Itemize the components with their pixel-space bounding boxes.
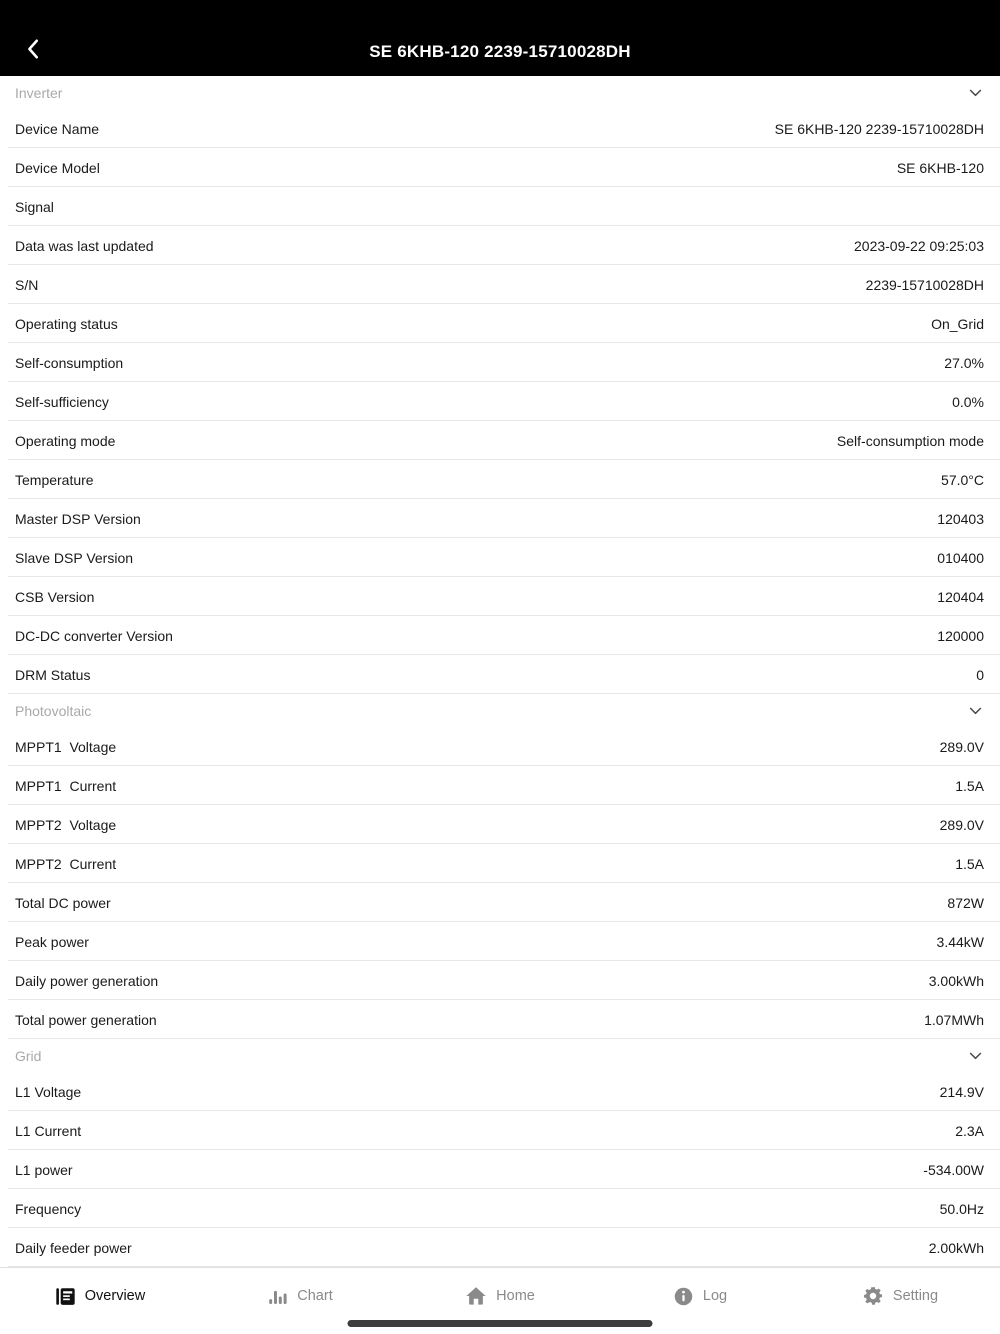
table-row: [0, 883, 1000, 922]
section-label: Grid: [15, 1047, 42, 1064]
row-value: SE 6KHB-120: [896, 159, 984, 176]
row-label: Total power generation: [15, 1011, 157, 1028]
tab-setting[interactable]: [800, 1278, 1000, 1314]
table-row: [0, 343, 1000, 382]
table-row: [0, 1228, 1000, 1267]
table-row: [0, 616, 1000, 655]
tab-label: Setting: [892, 1288, 939, 1304]
row-label: Self-sufficiency: [15, 393, 109, 410]
row-label: MPPT2 Current: [15, 855, 117, 872]
section-label: Inverter: [15, 84, 63, 101]
row-value: -534.00W: [923, 1161, 984, 1178]
row-label: Operating mode: [15, 432, 116, 449]
row-value: 120404: [937, 588, 984, 605]
row-value: 2023-09-22 09:25:03: [854, 237, 984, 254]
table-row: [0, 421, 1000, 460]
row-value: 1.5A: [955, 777, 984, 794]
row-label: CSB Version: [15, 588, 95, 605]
row-label: MPPT1 Voltage: [15, 738, 117, 755]
table-row: [0, 226, 1000, 265]
table-row: [0, 655, 1000, 694]
home-indicator[interactable]: [348, 1320, 653, 1327]
section-label: Photovoltaic: [15, 702, 92, 719]
row-value: 120000: [937, 627, 984, 644]
table-row: [0, 1150, 1000, 1189]
row-label: Data was last updated: [15, 237, 154, 254]
row-label: L1 Voltage: [15, 1083, 82, 1100]
back-button[interactable]: [16, 32, 52, 68]
row-value: 120403: [937, 510, 984, 527]
table-row: [0, 727, 1000, 766]
table-row: [0, 187, 1000, 226]
page-title: SE 6KHB-120 2239-15710028DH: [369, 42, 631, 61]
row-label: Total DC power: [15, 894, 111, 911]
section-header-grid[interactable]: [0, 1039, 1000, 1072]
table-row: [0, 265, 1000, 304]
row-value: 872W: [947, 894, 984, 911]
overview-list-icon: [55, 1286, 76, 1307]
row-value: 3.44kW: [936, 933, 984, 950]
row-value: 010400: [937, 549, 984, 566]
table-row: [0, 577, 1000, 616]
section-header-inverter[interactable]: [0, 76, 1000, 109]
row-label: L1 power: [15, 1161, 73, 1178]
row-label: DRM Status: [15, 666, 91, 683]
table-row: [0, 304, 1000, 343]
table-row: [0, 148, 1000, 187]
row-value: 1.07MWh: [924, 1011, 984, 1028]
home-icon: [465, 1285, 487, 1307]
row-value: 0: [976, 666, 984, 683]
row-label: MPPT1 Current: [15, 777, 117, 794]
row-label: Self-consumption: [15, 354, 124, 371]
row-value: 0.0%: [952, 393, 984, 410]
row-value: SE 6KHB-120 2239-15710028DH: [774, 120, 984, 137]
info-circle-icon: [673, 1286, 694, 1307]
row-label: L1 Current: [15, 1122, 82, 1139]
row-value: 50.0Hz: [939, 1200, 984, 1217]
row-label: Device Model: [15, 159, 100, 176]
row-label: Daily feeder power: [15, 1239, 132, 1256]
row-value: 2239-15710028DH: [865, 276, 984, 293]
row-value: 289.0V: [939, 816, 984, 833]
section-header-photovoltaic[interactable]: [0, 694, 1000, 727]
table-row: [0, 1111, 1000, 1150]
row-value: 57.0°C: [941, 471, 984, 488]
row-label: S/N: [15, 276, 39, 293]
table-row: [0, 109, 1000, 148]
bar-chart-icon: [267, 1286, 288, 1307]
chevron-down-icon: [967, 702, 984, 719]
tab-home[interactable]: [400, 1278, 600, 1314]
table-row: [0, 499, 1000, 538]
row-value: 289.0V: [939, 738, 984, 755]
table-row: [0, 460, 1000, 499]
row-label: Daily power generation: [15, 972, 159, 989]
chevron-left-icon: [23, 36, 45, 65]
tab-label: Log: [702, 1288, 728, 1304]
row-value: Self-consumption mode: [836, 432, 984, 449]
table-row: [0, 844, 1000, 883]
table-row: [0, 1072, 1000, 1111]
table-row: [0, 805, 1000, 844]
row-label: MPPT2 Voltage: [15, 816, 117, 833]
row-value: 27.0%: [944, 354, 984, 371]
gear-icon: [862, 1285, 884, 1307]
row-value: 1.5A: [955, 855, 984, 872]
tab-overview[interactable]: [0, 1278, 200, 1314]
chevron-down-icon: [967, 84, 984, 101]
row-label: DC-DC converter Version: [15, 627, 173, 644]
tab-label: Chart: [297, 1288, 333, 1304]
row-value: 3.00kWh: [928, 972, 984, 989]
row-value: 2.00kWh: [928, 1239, 984, 1256]
tab-log[interactable]: [600, 1278, 800, 1314]
tab-label: Home: [496, 1288, 535, 1304]
tab-chart[interactable]: [200, 1278, 400, 1314]
row-label: Peak power: [15, 933, 89, 950]
row-value: 2.3A: [955, 1122, 984, 1139]
row-label: Master DSP Version: [15, 510, 141, 527]
table-row: [0, 766, 1000, 805]
table-row: [0, 382, 1000, 421]
row-label: Operating status: [15, 315, 118, 332]
table-row: [0, 922, 1000, 961]
device-detail-list: [0, 76, 1000, 1267]
tab-label: Overview: [84, 1288, 146, 1304]
row-label: Temperature: [15, 471, 94, 488]
chevron-down-icon: [967, 1047, 984, 1064]
table-row: [0, 1000, 1000, 1039]
table-row: [0, 961, 1000, 1000]
row-label: Frequency: [15, 1200, 82, 1217]
navbar-inner: [0, 28, 1000, 76]
row-value: On_Grid: [931, 315, 984, 332]
table-row: [0, 538, 1000, 577]
table-row: [0, 1189, 1000, 1228]
row-label: Device Name: [15, 120, 100, 137]
row-label: Signal: [15, 198, 54, 215]
row-label: Slave DSP Version: [15, 549, 134, 566]
navbar: [0, 0, 1000, 76]
row-value: 214.9V: [939, 1083, 984, 1100]
